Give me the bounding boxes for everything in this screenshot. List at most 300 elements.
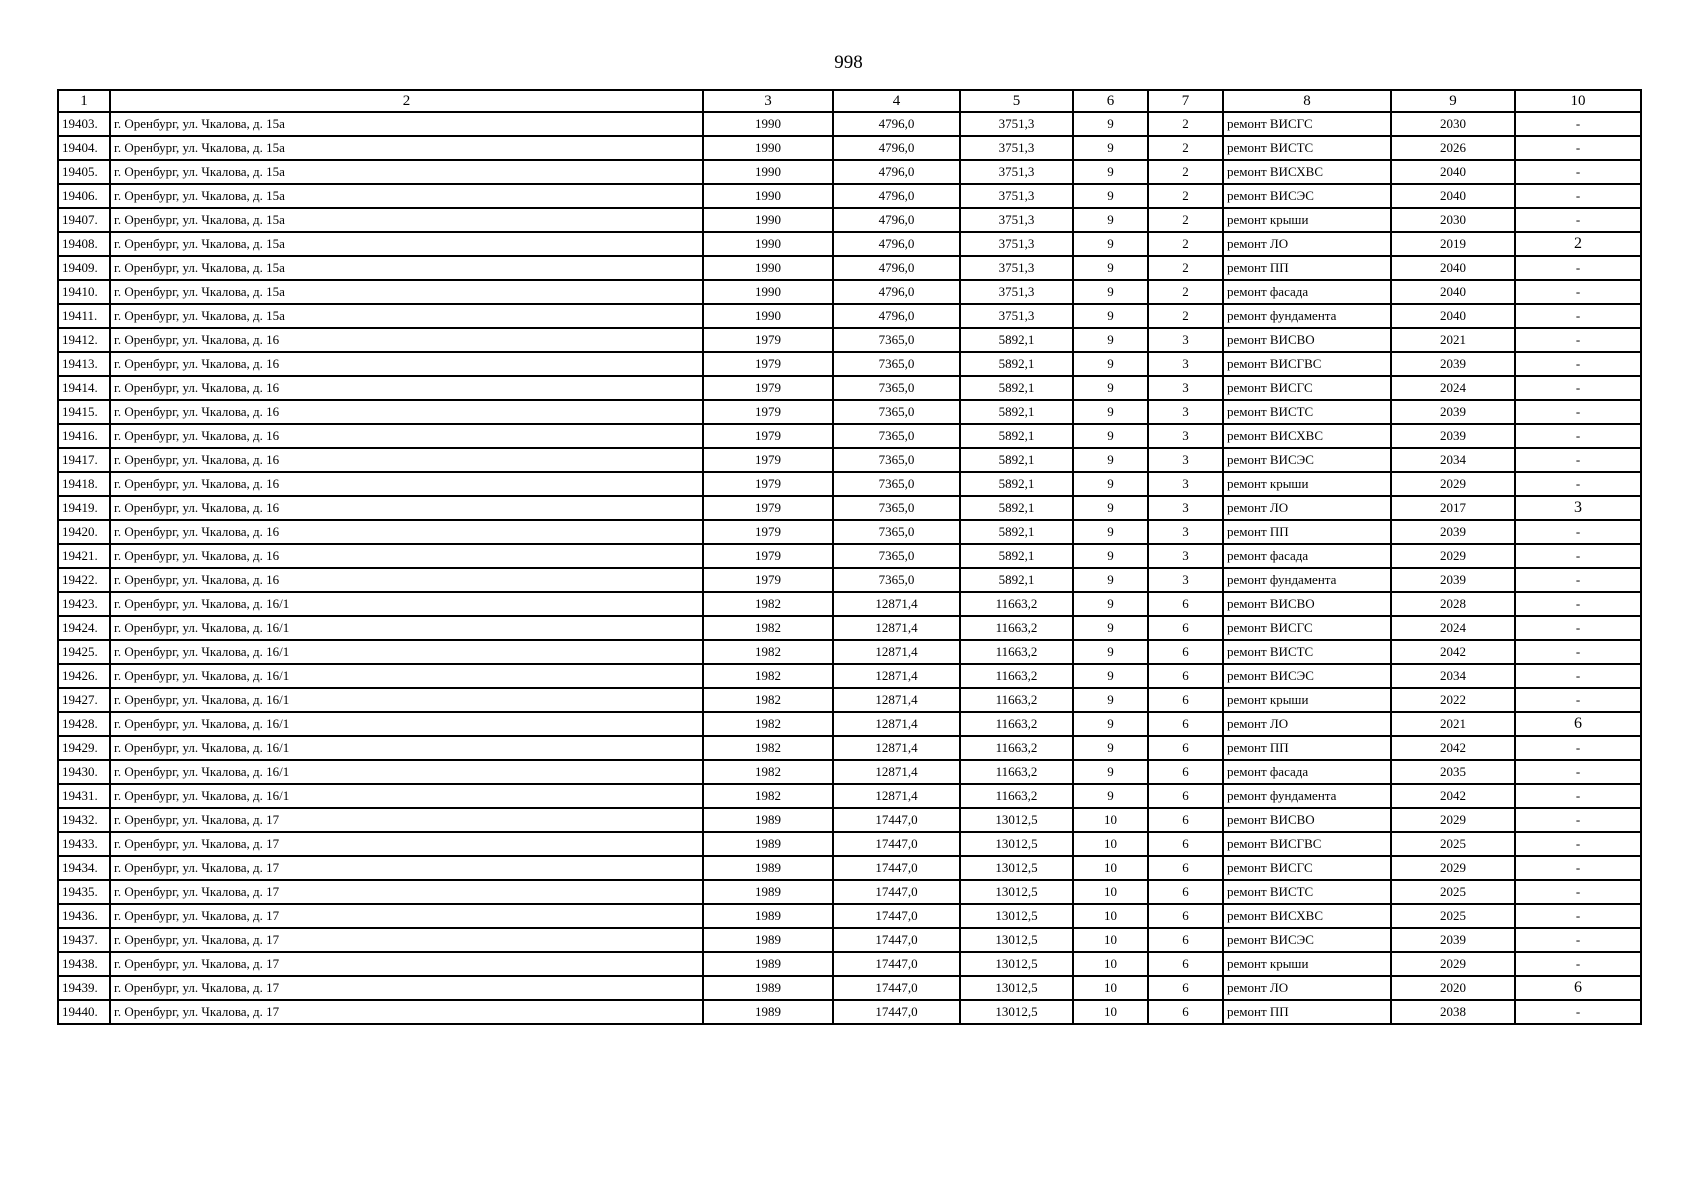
cell-build-year: 1979	[703, 520, 833, 544]
cell-entrances: 2	[1148, 112, 1223, 136]
cell-build-year: 1990	[703, 304, 833, 328]
cell-planned-year: 2038	[1391, 1000, 1515, 1024]
cell-row-number: 19431.	[58, 784, 110, 808]
cell-planned-year: 2042	[1391, 640, 1515, 664]
cell-row-number: 19432.	[58, 808, 110, 832]
cell-row-number: 19423.	[58, 592, 110, 616]
cell-build-year: 1979	[703, 472, 833, 496]
cell-work-type: ремонт крыши	[1223, 688, 1391, 712]
cell-work-type: ремонт ВИСХВС	[1223, 904, 1391, 928]
cell-address: г. Оренбург, ул. Чкалова, д. 15а	[110, 304, 703, 328]
cell-address: г. Оренбург, ул. Чкалова, д. 16/1	[110, 664, 703, 688]
cell-address: г. Оренбург, ул. Чкалова, д. 16	[110, 424, 703, 448]
cell-floors: 9	[1073, 328, 1148, 352]
cell-entrances: 2	[1148, 280, 1223, 304]
cell-living-area: 11663,2	[960, 640, 1073, 664]
cell-floors: 9	[1073, 520, 1148, 544]
cell-living-area: 11663,2	[960, 592, 1073, 616]
cell-work-type: ремонт ПП	[1223, 1000, 1391, 1024]
table-row	[58, 208, 1641, 232]
cell-row-number: 19422.	[58, 568, 110, 592]
cell-planned-year: 2039	[1391, 520, 1515, 544]
table-row	[58, 376, 1641, 400]
cell-entrances: 2	[1148, 256, 1223, 280]
cell-address: г. Оренбург, ул. Чкалова, д. 17	[110, 880, 703, 904]
cell-entrances: 6	[1148, 976, 1223, 1000]
table-row	[58, 616, 1641, 640]
cell-entrances: 2	[1148, 136, 1223, 160]
cell-planned-year: 2030	[1391, 208, 1515, 232]
cell-planned-year: 2029	[1391, 808, 1515, 832]
cell-quantity: -	[1515, 904, 1641, 928]
page-number: 998	[834, 52, 863, 73]
cell-entrances: 6	[1148, 640, 1223, 664]
cell-planned-year: 2040	[1391, 280, 1515, 304]
table-row	[58, 568, 1641, 592]
cell-work-type: ремонт ПП	[1223, 736, 1391, 760]
cell-floors: 9	[1073, 784, 1148, 808]
cell-entrances: 6	[1148, 664, 1223, 688]
cell-quantity: -	[1515, 640, 1641, 664]
cell-living-area: 3751,3	[960, 160, 1073, 184]
cell-entrances: 6	[1148, 832, 1223, 856]
cell-planned-year: 2030	[1391, 112, 1515, 136]
cell-build-year: 1989	[703, 976, 833, 1000]
cell-row-number: 19435.	[58, 880, 110, 904]
cell-floors: 9	[1073, 424, 1148, 448]
cell-floors: 9	[1073, 472, 1148, 496]
cell-floors: 9	[1073, 352, 1148, 376]
cell-planned-year: 2019	[1391, 232, 1515, 256]
table-row	[58, 184, 1641, 208]
table-row	[58, 472, 1641, 496]
table-row	[58, 520, 1641, 544]
table-row	[58, 928, 1641, 952]
cell-build-year: 1989	[703, 1000, 833, 1024]
cell-build-year: 1979	[703, 496, 833, 520]
cell-work-type: ремонт ВИСЭС	[1223, 664, 1391, 688]
cell-address: г. Оренбург, ул. Чкалова, д. 15а	[110, 232, 703, 256]
cell-address: г. Оренбург, ул. Чкалова, д. 16/1	[110, 784, 703, 808]
cell-total-area: 17447,0	[833, 976, 960, 1000]
cell-total-area: 17447,0	[833, 880, 960, 904]
cell-build-year: 1979	[703, 376, 833, 400]
cell-build-year: 1982	[703, 592, 833, 616]
cell-row-number: 19407.	[58, 208, 110, 232]
cell-address: г. Оренбург, ул. Чкалова, д. 17	[110, 1000, 703, 1024]
cell-living-area: 5892,1	[960, 400, 1073, 424]
cell-total-area: 12871,4	[833, 760, 960, 784]
cell-row-number: 19424.	[58, 616, 110, 640]
cell-row-number: 19439.	[58, 976, 110, 1000]
cell-living-area: 11663,2	[960, 616, 1073, 640]
cell-entrances: 3	[1148, 448, 1223, 472]
cell-living-area: 5892,1	[960, 520, 1073, 544]
cell-living-area: 11663,2	[960, 712, 1073, 736]
cell-address: г. Оренбург, ул. Чкалова, д. 15а	[110, 112, 703, 136]
cell-entrances: 6	[1148, 784, 1223, 808]
cell-planned-year: 2040	[1391, 256, 1515, 280]
table-row	[58, 424, 1641, 448]
cell-floors: 9	[1073, 616, 1148, 640]
cell-work-type: ремонт ВИСХВС	[1223, 160, 1391, 184]
table-row	[58, 160, 1641, 184]
cell-total-area: 17447,0	[833, 1000, 960, 1024]
cell-total-area: 7365,0	[833, 400, 960, 424]
cell-total-area: 17447,0	[833, 928, 960, 952]
cell-planned-year: 2021	[1391, 328, 1515, 352]
table-row	[58, 112, 1641, 136]
cell-living-area: 3751,3	[960, 136, 1073, 160]
cell-work-type: ремонт крыши	[1223, 208, 1391, 232]
cell-work-type: ремонт крыши	[1223, 952, 1391, 976]
cell-build-year: 1989	[703, 952, 833, 976]
cell-floors: 9	[1073, 112, 1148, 136]
cell-living-area: 13012,5	[960, 928, 1073, 952]
cell-work-type: ремонт ЛО	[1223, 496, 1391, 520]
cell-address: г. Оренбург, ул. Чкалова, д. 16/1	[110, 760, 703, 784]
cell-address: г. Оренбург, ул. Чкалова, д. 16	[110, 568, 703, 592]
cell-work-type: ремонт ВИСТС	[1223, 136, 1391, 160]
cell-total-area: 7365,0	[833, 376, 960, 400]
cell-total-area: 12871,4	[833, 640, 960, 664]
cell-row-number: 19416.	[58, 424, 110, 448]
cell-entrances: 3	[1148, 568, 1223, 592]
cell-total-area: 17447,0	[833, 952, 960, 976]
cell-build-year: 1990	[703, 280, 833, 304]
cell-living-area: 13012,5	[960, 1000, 1073, 1024]
cell-living-area: 5892,1	[960, 328, 1073, 352]
cell-work-type: ремонт ВИСВО	[1223, 808, 1391, 832]
cell-total-area: 17447,0	[833, 832, 960, 856]
cell-quantity: -	[1515, 928, 1641, 952]
cell-work-type: ремонт ВИСЭС	[1223, 448, 1391, 472]
cell-entrances: 3	[1148, 376, 1223, 400]
cell-entrances: 6	[1148, 808, 1223, 832]
cell-address: г. Оренбург, ул. Чкалова, д. 16/1	[110, 736, 703, 760]
table-row	[58, 976, 1641, 1000]
cell-total-area: 7365,0	[833, 496, 960, 520]
cell-total-area: 7365,0	[833, 328, 960, 352]
cell-work-type: ремонт ВИСТС	[1223, 640, 1391, 664]
cell-total-area: 4796,0	[833, 184, 960, 208]
cell-build-year: 1979	[703, 328, 833, 352]
cell-entrances: 6	[1148, 1000, 1223, 1024]
cell-build-year: 1989	[703, 808, 833, 832]
cell-row-number: 19406.	[58, 184, 110, 208]
cell-entrances: 3	[1148, 496, 1223, 520]
cell-entrances: 6	[1148, 904, 1223, 928]
cell-address: г. Оренбург, ул. Чкалова, д. 17	[110, 904, 703, 928]
cell-quantity: -	[1515, 952, 1641, 976]
cell-work-type: ремонт ВИСГС	[1223, 616, 1391, 640]
cell-quantity: -	[1515, 880, 1641, 904]
cell-living-area: 13012,5	[960, 808, 1073, 832]
table-row	[58, 352, 1641, 376]
cell-living-area: 3751,3	[960, 112, 1073, 136]
cell-address: г. Оренбург, ул. Чкалова, д. 16	[110, 376, 703, 400]
cell-work-type: ремонт ВИСХВС	[1223, 424, 1391, 448]
cell-work-type: ремонт фасада	[1223, 760, 1391, 784]
header-col-3: 3	[703, 90, 833, 112]
cell-entrances: 3	[1148, 328, 1223, 352]
cell-floors: 10	[1073, 976, 1148, 1000]
table-row	[58, 232, 1641, 256]
capital-repair-table-container	[57, 89, 1640, 1025]
cell-row-number: 19403.	[58, 112, 110, 136]
cell-entrances: 6	[1148, 688, 1223, 712]
cell-quantity: -	[1515, 160, 1641, 184]
cell-total-area: 12871,4	[833, 616, 960, 640]
cell-floors: 9	[1073, 232, 1148, 256]
cell-living-area: 3751,3	[960, 232, 1073, 256]
cell-living-area: 3751,3	[960, 280, 1073, 304]
cell-living-area: 5892,1	[960, 496, 1073, 520]
cell-entrances: 6	[1148, 712, 1223, 736]
table-row	[58, 664, 1641, 688]
cell-row-number: 19429.	[58, 736, 110, 760]
table-row	[58, 496, 1641, 520]
cell-floors: 9	[1073, 280, 1148, 304]
cell-living-area: 5892,1	[960, 448, 1073, 472]
cell-build-year: 1982	[703, 640, 833, 664]
cell-total-area: 7365,0	[833, 544, 960, 568]
cell-floors: 9	[1073, 760, 1148, 784]
cell-planned-year: 2039	[1391, 568, 1515, 592]
cell-work-type: ремонт фасада	[1223, 280, 1391, 304]
cell-work-type: ремонт ВИСТС	[1223, 400, 1391, 424]
cell-work-type: ремонт ВИСГС	[1223, 856, 1391, 880]
cell-living-area: 5892,1	[960, 424, 1073, 448]
cell-entrances: 6	[1148, 856, 1223, 880]
cell-row-number: 19414.	[58, 376, 110, 400]
table-row	[58, 856, 1641, 880]
cell-row-number: 19420.	[58, 520, 110, 544]
cell-build-year: 1989	[703, 928, 833, 952]
cell-floors: 10	[1073, 832, 1148, 856]
cell-floors: 9	[1073, 376, 1148, 400]
cell-row-number: 19405.	[58, 160, 110, 184]
cell-work-type: ремонт ЛО	[1223, 232, 1391, 256]
cell-total-area: 7365,0	[833, 424, 960, 448]
cell-quantity: -	[1515, 688, 1641, 712]
cell-total-area: 12871,4	[833, 688, 960, 712]
cell-quantity: -	[1515, 664, 1641, 688]
cell-address: г. Оренбург, ул. Чкалова, д. 16	[110, 520, 703, 544]
cell-entrances: 6	[1148, 736, 1223, 760]
cell-address: г. Оренбург, ул. Чкалова, д. 16/1	[110, 592, 703, 616]
table-row	[58, 544, 1641, 568]
cell-total-area: 4796,0	[833, 280, 960, 304]
cell-address: г. Оренбург, ул. Чкалова, д. 16/1	[110, 688, 703, 712]
cell-work-type: ремонт ВИСЭС	[1223, 928, 1391, 952]
cell-planned-year: 2017	[1391, 496, 1515, 520]
cell-total-area: 7365,0	[833, 448, 960, 472]
cell-address: г. Оренбург, ул. Чкалова, д. 16	[110, 352, 703, 376]
cell-work-type: ремонт ПП	[1223, 256, 1391, 280]
cell-quantity: -	[1515, 856, 1641, 880]
cell-floors: 9	[1073, 736, 1148, 760]
cell-build-year: 1982	[703, 736, 833, 760]
cell-quantity: -	[1515, 616, 1641, 640]
cell-build-year: 1979	[703, 352, 833, 376]
cell-build-year: 1990	[703, 160, 833, 184]
table-row	[58, 736, 1641, 760]
cell-row-number: 19421.	[58, 544, 110, 568]
cell-planned-year: 2039	[1391, 352, 1515, 376]
cell-floors: 9	[1073, 664, 1148, 688]
cell-quantity: -	[1515, 184, 1641, 208]
cell-quantity: -	[1515, 352, 1641, 376]
cell-row-number: 19404.	[58, 136, 110, 160]
cell-quantity: -	[1515, 448, 1641, 472]
cell-living-area: 13012,5	[960, 952, 1073, 976]
cell-build-year: 1979	[703, 568, 833, 592]
table-row	[58, 328, 1641, 352]
cell-entrances: 3	[1148, 544, 1223, 568]
cell-address: г. Оренбург, ул. Чкалова, д. 16/1	[110, 640, 703, 664]
cell-row-number: 19411.	[58, 304, 110, 328]
cell-total-area: 12871,4	[833, 736, 960, 760]
cell-address: г. Оренбург, ул. Чкалова, д. 15а	[110, 256, 703, 280]
cell-quantity: -	[1515, 568, 1641, 592]
header-col-4: 4	[833, 90, 960, 112]
cell-row-number: 19415.	[58, 400, 110, 424]
cell-address: г. Оренбург, ул. Чкалова, д. 16	[110, 544, 703, 568]
cell-quantity: -	[1515, 520, 1641, 544]
cell-entrances: 3	[1148, 520, 1223, 544]
cell-build-year: 1982	[703, 784, 833, 808]
table-row	[58, 400, 1641, 424]
cell-floors: 10	[1073, 880, 1148, 904]
cell-living-area: 13012,5	[960, 880, 1073, 904]
cell-total-area: 17447,0	[833, 808, 960, 832]
cell-planned-year: 2026	[1391, 136, 1515, 160]
cell-floors: 9	[1073, 544, 1148, 568]
cell-total-area: 17447,0	[833, 856, 960, 880]
cell-quantity: -	[1515, 592, 1641, 616]
cell-row-number: 19428.	[58, 712, 110, 736]
cell-work-type: ремонт фундамента	[1223, 784, 1391, 808]
cell-planned-year: 2042	[1391, 736, 1515, 760]
cell-planned-year: 2039	[1391, 928, 1515, 952]
header-col-10: 10	[1515, 90, 1641, 112]
cell-quantity: 3	[1515, 496, 1641, 520]
cell-total-area: 7365,0	[833, 568, 960, 592]
cell-planned-year: 2042	[1391, 784, 1515, 808]
cell-living-area: 13012,5	[960, 904, 1073, 928]
cell-quantity: -	[1515, 736, 1641, 760]
table-row	[58, 640, 1641, 664]
cell-total-area: 4796,0	[833, 256, 960, 280]
cell-row-number: 19408.	[58, 232, 110, 256]
cell-living-area: 5892,1	[960, 544, 1073, 568]
cell-total-area: 4796,0	[833, 208, 960, 232]
header-row	[58, 90, 1641, 112]
cell-build-year: 1982	[703, 760, 833, 784]
header-col-2: 2	[110, 90, 703, 112]
cell-total-area: 4796,0	[833, 232, 960, 256]
cell-planned-year: 2025	[1391, 880, 1515, 904]
table-row	[58, 688, 1641, 712]
cell-quantity: -	[1515, 136, 1641, 160]
cell-living-area: 3751,3	[960, 256, 1073, 280]
cell-row-number: 19412.	[58, 328, 110, 352]
cell-planned-year: 2029	[1391, 952, 1515, 976]
cell-build-year: 1990	[703, 112, 833, 136]
cell-address: г. Оренбург, ул. Чкалова, д. 16/1	[110, 616, 703, 640]
cell-build-year: 1989	[703, 880, 833, 904]
cell-work-type: ремонт ЛО	[1223, 712, 1391, 736]
header-col-1: 1	[58, 90, 110, 112]
cell-planned-year: 2022	[1391, 688, 1515, 712]
cell-row-number: 19409.	[58, 256, 110, 280]
cell-floors: 10	[1073, 928, 1148, 952]
cell-build-year: 1979	[703, 424, 833, 448]
cell-entrances: 3	[1148, 352, 1223, 376]
cell-quantity: -	[1515, 832, 1641, 856]
header-col-9: 9	[1391, 90, 1515, 112]
cell-planned-year: 2020	[1391, 976, 1515, 1000]
cell-build-year: 1990	[703, 208, 833, 232]
header-col-8: 8	[1223, 90, 1391, 112]
cell-floors: 10	[1073, 904, 1148, 928]
cell-living-area: 3751,3	[960, 184, 1073, 208]
cell-row-number: 19418.	[58, 472, 110, 496]
cell-address: г. Оренбург, ул. Чкалова, д. 17	[110, 832, 703, 856]
cell-row-number: 19417.	[58, 448, 110, 472]
cell-work-type: ремонт фундамента	[1223, 304, 1391, 328]
table-row	[58, 952, 1641, 976]
cell-floors: 9	[1073, 640, 1148, 664]
cell-quantity: -	[1515, 304, 1641, 328]
cell-build-year: 1979	[703, 448, 833, 472]
cell-work-type: ремонт ВИСВО	[1223, 592, 1391, 616]
cell-living-area: 5892,1	[960, 352, 1073, 376]
cell-floors: 9	[1073, 304, 1148, 328]
cell-work-type: ремонт ПП	[1223, 520, 1391, 544]
cell-quantity: -	[1515, 112, 1641, 136]
cell-floors: 9	[1073, 208, 1148, 232]
cell-planned-year: 2040	[1391, 184, 1515, 208]
cell-work-type: ремонт ВИСГВС	[1223, 352, 1391, 376]
cell-address: г. Оренбург, ул. Чкалова, д. 16	[110, 448, 703, 472]
cell-living-area: 5892,1	[960, 376, 1073, 400]
cell-quantity: 6	[1515, 976, 1641, 1000]
cell-floors: 10	[1073, 1000, 1148, 1024]
cell-quantity: -	[1515, 1000, 1641, 1024]
cell-entrances: 3	[1148, 424, 1223, 448]
cell-row-number: 19427.	[58, 688, 110, 712]
cell-row-number: 19410.	[58, 280, 110, 304]
cell-planned-year: 2040	[1391, 304, 1515, 328]
cell-build-year: 1989	[703, 904, 833, 928]
cell-build-year: 1990	[703, 136, 833, 160]
table-row	[58, 880, 1641, 904]
cell-build-year: 1982	[703, 664, 833, 688]
cell-address: г. Оренбург, ул. Чкалова, д. 16	[110, 472, 703, 496]
cell-quantity: -	[1515, 208, 1641, 232]
cell-build-year: 1989	[703, 832, 833, 856]
cell-floors: 9	[1073, 592, 1148, 616]
cell-entrances: 3	[1148, 400, 1223, 424]
cell-floors: 9	[1073, 496, 1148, 520]
table-row	[58, 832, 1641, 856]
cell-quantity: -	[1515, 328, 1641, 352]
cell-build-year: 1979	[703, 544, 833, 568]
cell-work-type: ремонт ВИСВО	[1223, 328, 1391, 352]
table-row	[58, 904, 1641, 928]
